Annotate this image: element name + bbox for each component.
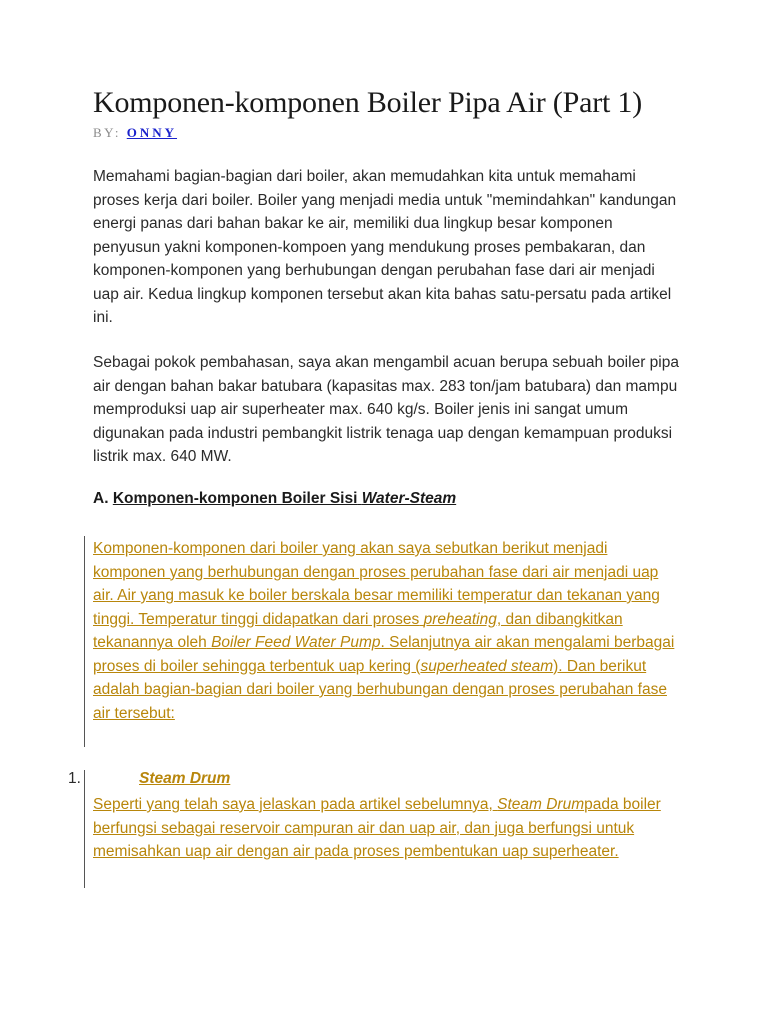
list-item-title: Steam Drum bbox=[139, 770, 231, 787]
quote1-italic-3: superheated steam bbox=[420, 657, 554, 675]
section-a-prefix: A. bbox=[93, 490, 109, 507]
section-a-title bbox=[113, 490, 456, 507]
article-title: Komponen-komponen Boiler Pipa Air (Part 1) bbox=[93, 86, 643, 119]
quote1-italic-1: preheating bbox=[423, 610, 497, 628]
author-link[interactable]: ONNY bbox=[126, 125, 178, 140]
steam-drum-desc-2: pada boiler berfungsi sebagai reservoir campuran air dan uap air, dan juga berfungsi untuk memisahkan uap air dengan air pada proses pembentukan uap superheater. bbox=[93, 796, 661, 860]
section-a-title-text: Komponen-komponen Boiler Sisi bbox=[112, 490, 358, 507]
section-a-title-italic: Water-Steam bbox=[361, 490, 457, 507]
by-label: BY: bbox=[93, 125, 121, 140]
quote1-text-3: . Selanjutnya air akan mengalami berbagai proses di boiler sehingga terbentuk uap kering ( bbox=[93, 634, 675, 675]
steam-drum-desc-italic: Steam Drum bbox=[497, 796, 585, 813]
list-item-number: 1. bbox=[68, 770, 81, 787]
quote1-text-2: , dan dibangkitkan tekanannya oleh bbox=[93, 610, 623, 651]
quote1-text-1: Komponen-komponen dari boiler yang akan saya sebutkan berikut menjadi komponen yang berhubungan dengan proses perubahan fase dari air menjadi uap air. Air yang masuk ke boiler berskala besar memiliki temperatur dan tekanan yang tinggi. Temperatur tinggi didapatkan dari proses bbox=[93, 540, 660, 628]
section-a-intro-quote bbox=[93, 537, 683, 725]
quote-bar bbox=[84, 536, 85, 747]
section-a-heading bbox=[93, 490, 456, 508]
quote1-text-4: ). Dan berikut adalah bagian-bagian dari boiler yang berhubungan dengan proses perubahan fase air tersebut: bbox=[93, 657, 667, 722]
byline bbox=[93, 125, 177, 141]
list-quote-bar bbox=[84, 770, 85, 888]
steam-drum-desc-1: Seperti yang telah saya jelaskan pada artikel sebelumnya, bbox=[93, 796, 493, 813]
steam-drum-description bbox=[93, 793, 683, 864]
quote1-italic-2: Boiler Feed Water Pump bbox=[211, 634, 381, 651]
intro-paragraph: Memahami bagian-bagian dari boiler, akan memudahkan kita untuk memahami proses kerja dari boiler. Boiler yang menjadi media untuk "memindahkan" kandungan energi panas dari bahan bakar ke air, memiliki dua lingkup besar komponen penyusun yakni komponen-kompoen yang mendukung proses pembakaran, dan komponen-komponen yang berhubungan dengan perubahan fase dari air menjadi uap air. Kedua lingkup komponen tersebut akan kita bahas satu-persatu pada artikel ini. bbox=[93, 168, 677, 326]
reference-paragraph: Sebagai pokok pembahasan, saya akan mengambil acuan berupa sebuah boiler pipa air dengan bahan bakar batubara (kapasitas max. 283 ton/jam batubara) dan mampu memproduksi uap air superheater max. 640 kg/s. Boiler jenis ini sangat umum digunakan pada industri pembangkit listrik tenaga uap dengan kemampuan produksi listrik max. 640 MW. bbox=[93, 354, 679, 465]
